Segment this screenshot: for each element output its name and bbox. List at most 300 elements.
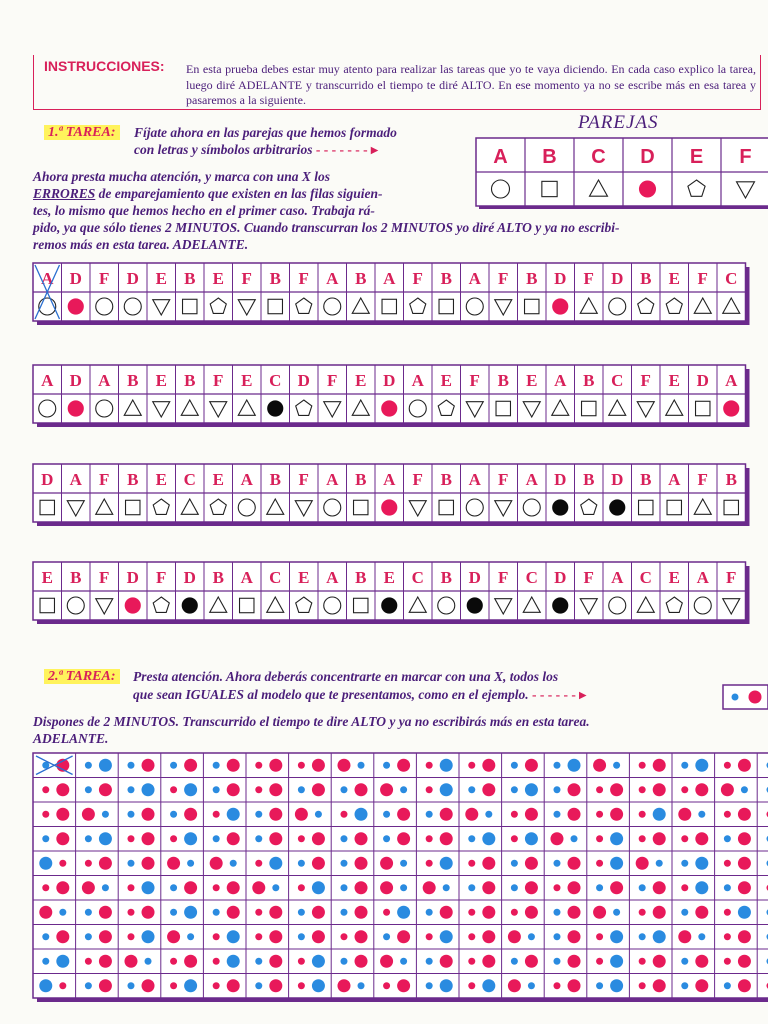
grid-dot-left xyxy=(383,933,390,940)
pair-letter: D xyxy=(640,146,655,168)
grid-dot-right xyxy=(610,832,623,845)
row-letter: F xyxy=(298,470,309,489)
row-letter: B xyxy=(497,371,509,390)
grid-dot-right xyxy=(738,930,751,943)
row-letter: D xyxy=(468,568,481,587)
instructions-label: INSTRUCCIONES: xyxy=(44,58,165,74)
grid-dot-right xyxy=(568,808,581,821)
grid-dot-right xyxy=(695,857,708,870)
grid-dot-right xyxy=(187,860,194,867)
grid-dot-right xyxy=(269,759,282,772)
grid-dot-right xyxy=(59,909,66,916)
grid-dot-left xyxy=(340,811,347,818)
grid-dot-right xyxy=(355,906,368,919)
grid-dot-left xyxy=(340,835,347,842)
grid-dot-left xyxy=(340,909,347,916)
row-letter: A xyxy=(611,568,624,587)
red-dot-symbol xyxy=(552,298,568,314)
grid-dot-right xyxy=(482,832,495,845)
grid-dot-left xyxy=(468,933,475,940)
grid-dot-right xyxy=(227,930,240,943)
row-letter: E xyxy=(155,269,167,288)
task2-line3: Dispones de 2 MINUTOS. Transcurrido el tiempo te dire ALTO y ya no escribirás más en esta tarea. xyxy=(33,714,590,729)
grid-dot-left xyxy=(508,930,521,943)
grid-dot-left xyxy=(511,835,518,842)
grid-dot-left xyxy=(724,884,731,891)
grid-dot-right xyxy=(695,906,708,919)
grid-dot-left xyxy=(127,835,134,842)
grid-dot-right xyxy=(482,930,495,943)
grid-dot-right xyxy=(653,881,666,894)
grid-dot-right xyxy=(525,808,538,821)
grid-dot-right xyxy=(142,906,155,919)
grid-dot-left xyxy=(639,909,646,916)
row-letter: B xyxy=(583,371,595,390)
grid-dot-right xyxy=(525,857,538,870)
grid-dot-right xyxy=(695,955,708,968)
grid-dot-right xyxy=(355,881,368,894)
row-letter: B xyxy=(184,371,196,390)
row-letter: F xyxy=(640,371,651,390)
grid-dot-left xyxy=(639,933,646,940)
row-letter: F xyxy=(412,470,423,489)
grid-dot-left xyxy=(39,857,52,870)
grid-dot-left xyxy=(380,881,393,894)
instructions-text: En esta prueba debes estar muy atento para realizar las tareas que yo te vaya diciendo. En cada caso explico la tarea, luego diré ADELANTE y transcurrido el tiempo te diré ALTO. En ese momento ya no se escribe más en esa tarea y pasaremos a la siguiente. xyxy=(186,62,756,107)
grid-dot-right xyxy=(613,762,620,769)
grid-dot-left xyxy=(213,762,220,769)
grid-dot-left xyxy=(255,835,262,842)
grid-dot-right xyxy=(312,930,325,943)
grid-dot-right xyxy=(482,906,495,919)
grid-dot-right xyxy=(355,808,368,821)
row-letter: E xyxy=(155,470,167,489)
grid-dot-right xyxy=(653,979,666,992)
row-letter: A xyxy=(468,470,481,489)
row-letter: F xyxy=(583,568,594,587)
task1-row xyxy=(33,365,750,427)
grid-dot-right xyxy=(102,811,109,818)
grid-dot-left xyxy=(468,958,475,965)
pairs-table xyxy=(476,138,768,209)
pair-letter: F xyxy=(739,146,752,168)
row-letter: E xyxy=(668,269,680,288)
task2-line1: Presta atención. Ahora deberás concentrarte en marcar con una X, todos los xyxy=(133,669,559,684)
row-letter: F xyxy=(213,371,224,390)
grid-dot-left xyxy=(85,860,92,867)
row-letter: D xyxy=(41,470,54,489)
grid-dot-left xyxy=(255,762,262,769)
grid-dot-right xyxy=(312,832,325,845)
grid-dot-left xyxy=(593,759,606,772)
grid-dot-left xyxy=(167,930,180,943)
grid-dot-left xyxy=(426,762,433,769)
row-letter: E xyxy=(440,371,452,390)
grid-dot-left xyxy=(383,835,390,842)
grid-dot-left xyxy=(426,982,433,989)
black-dot-symbol xyxy=(381,597,397,613)
grid-dot-left xyxy=(383,982,390,989)
grid-dot-left xyxy=(426,909,433,916)
grid-dot-right xyxy=(99,906,112,919)
grid-dot-left xyxy=(255,811,262,818)
grid-dot-left xyxy=(553,909,560,916)
grid-dot-left xyxy=(340,786,347,793)
grid-dot-right xyxy=(397,906,410,919)
grid-dot-right xyxy=(184,783,197,796)
grid-dot-right xyxy=(568,979,581,992)
grid-dot-left xyxy=(340,958,347,965)
grid-dot-left xyxy=(724,860,731,867)
grid-dot-left xyxy=(170,958,177,965)
grid-dot-left xyxy=(127,982,134,989)
grid-dot-right xyxy=(653,955,666,968)
grid-dot-left xyxy=(380,955,393,968)
black-dot-symbol xyxy=(552,499,568,515)
red-dot-symbol xyxy=(381,400,397,416)
grid-dot-right xyxy=(227,955,240,968)
grid-dot-right xyxy=(613,909,620,916)
grid-dot-right xyxy=(610,783,623,796)
grid-dot-right xyxy=(59,860,66,867)
grid-dot-right xyxy=(272,884,279,891)
grid-dot-left xyxy=(724,958,731,965)
black-dot-symbol xyxy=(609,499,625,515)
grid-dot-left xyxy=(553,860,560,867)
grid-dot-right xyxy=(698,933,705,940)
row-letter: A xyxy=(554,371,567,390)
grid-dot-left xyxy=(553,982,560,989)
grid-dot-left xyxy=(468,982,475,989)
grid-dot-right xyxy=(568,955,581,968)
grid-dot-right xyxy=(99,955,112,968)
row-letter: F xyxy=(298,269,309,288)
grid-dot-left xyxy=(636,857,649,870)
row-letter: A xyxy=(326,269,339,288)
task1-body-line4: pido, ya que sólo tienes 2 MINUTOS. Cuando transcurran los 2 MINUTOS yo diré ALTO y ya no escribi- xyxy=(33,220,620,235)
row-letter: B xyxy=(355,470,367,489)
grid-dot-left xyxy=(85,982,92,989)
grid-dot-right xyxy=(56,930,69,943)
row-letter: C xyxy=(411,568,424,587)
grid-dot-right xyxy=(142,759,155,772)
grid-dot-right xyxy=(525,881,538,894)
task2-grid xyxy=(33,753,768,1002)
grid-dot-left xyxy=(298,835,305,842)
row-letter: E xyxy=(355,371,367,390)
grid-dot-left xyxy=(511,786,518,793)
row-letter: A xyxy=(41,371,54,390)
grid-dot-right xyxy=(571,835,578,842)
grid-dot-left xyxy=(167,857,180,870)
grid-dot-left xyxy=(170,811,177,818)
grid-dot-left xyxy=(511,884,518,891)
row-letter: C xyxy=(269,371,282,390)
grid-dot-left xyxy=(255,909,262,916)
grid-dot-left xyxy=(596,811,603,818)
grid-dot-right xyxy=(440,857,453,870)
grid-dot-left xyxy=(42,933,49,940)
row-letter: D xyxy=(69,269,82,288)
row-letter: B xyxy=(269,470,281,489)
red-dot-symbol xyxy=(639,180,656,197)
grid-dot-left xyxy=(426,835,433,842)
grid-dot-right xyxy=(142,832,155,845)
grid-dot-right xyxy=(482,979,495,992)
row-letter: B xyxy=(640,470,652,489)
grid-dot-left xyxy=(298,909,305,916)
grid-dot-right xyxy=(230,860,237,867)
grid-dot-right xyxy=(738,906,751,919)
grid-dot-right xyxy=(358,762,365,769)
grid-dot-right xyxy=(443,884,450,891)
grid-dot-right xyxy=(99,759,112,772)
grid-dot-right xyxy=(610,808,623,821)
row-letter: A xyxy=(41,269,54,288)
row-letter: D xyxy=(611,269,624,288)
grid-dot-right xyxy=(610,930,623,943)
red-dot-symbol xyxy=(723,400,739,416)
grid-dot-right xyxy=(397,930,410,943)
grid-dot-right xyxy=(355,955,368,968)
grid-dot-left xyxy=(426,811,433,818)
row-letter: E xyxy=(668,568,680,587)
grid-dot-right xyxy=(102,884,109,891)
grid-dot-left xyxy=(210,857,223,870)
row-letter: F xyxy=(99,470,110,489)
grid-dot-left xyxy=(423,881,436,894)
row-letter: A xyxy=(240,470,253,489)
row-letter: D xyxy=(383,371,396,390)
grid-dot-left xyxy=(42,811,49,818)
row-letter: E xyxy=(155,371,167,390)
black-dot-symbol xyxy=(552,597,568,613)
row-letter: E xyxy=(212,269,224,288)
grid-dot-left xyxy=(681,786,688,793)
grid-dot-right xyxy=(568,783,581,796)
row-letter: F xyxy=(726,568,737,587)
grid-dot-left xyxy=(593,906,606,919)
grid-dot-left xyxy=(681,860,688,867)
grid-dot-right xyxy=(653,783,666,796)
grid-dot-left xyxy=(678,808,691,821)
grid-dot-right xyxy=(568,857,581,870)
grid-dot-right xyxy=(482,881,495,894)
row-letter: A xyxy=(240,568,253,587)
row-letter: E xyxy=(383,568,395,587)
row-letter: F xyxy=(583,269,594,288)
row-letter: A xyxy=(326,568,339,587)
grid-dot-left xyxy=(511,762,518,769)
grid-dot-left xyxy=(681,835,688,842)
grid-dot-left xyxy=(724,982,731,989)
grid-dot-right xyxy=(142,857,155,870)
row-letter: E xyxy=(241,371,253,390)
grid-dot-right xyxy=(695,881,708,894)
grid-dot-right xyxy=(400,884,407,891)
grid-dot-right xyxy=(738,979,751,992)
grid-dot-left xyxy=(213,835,220,842)
errores-word: ERRORES xyxy=(33,186,96,201)
grid-dot-left xyxy=(298,884,305,891)
grid-dot-right xyxy=(610,979,623,992)
row-letter: F xyxy=(412,269,423,288)
grid-dot-left xyxy=(639,786,646,793)
task1-row xyxy=(33,562,750,624)
grid-dot-left xyxy=(553,933,560,940)
grid-dot-left xyxy=(426,860,433,867)
row-letter: B xyxy=(70,568,82,587)
grid-dot-left xyxy=(468,909,475,916)
grid-dot-left xyxy=(170,982,177,989)
grid-dot-right xyxy=(312,759,325,772)
grid-dot-right xyxy=(440,979,453,992)
pair-letter: B xyxy=(542,146,557,168)
grid-dot-right xyxy=(653,930,666,943)
grid-dot-left xyxy=(724,762,731,769)
grid-dot-left xyxy=(255,933,262,940)
row-letter: B xyxy=(440,470,452,489)
grid-dot-left xyxy=(426,958,433,965)
grid-dot-right xyxy=(568,759,581,772)
grid-dot-left xyxy=(298,786,305,793)
grid-dot-right xyxy=(568,930,581,943)
grid-dot-right xyxy=(358,982,365,989)
row-letter: A xyxy=(725,371,738,390)
row-letter: B xyxy=(440,269,452,288)
grid-dot-right xyxy=(227,881,240,894)
grid-dot-right xyxy=(695,783,708,796)
grid-dot-left xyxy=(42,884,49,891)
grid-dot-right xyxy=(528,982,535,989)
black-dot-symbol xyxy=(267,400,283,416)
grid-dot-right xyxy=(738,955,751,968)
row-letter: B xyxy=(526,269,538,288)
task2-line4: ADELANTE. xyxy=(33,731,109,746)
grid-dot-left xyxy=(170,884,177,891)
row-letter: A xyxy=(468,269,481,288)
grid-dot-left xyxy=(550,832,563,845)
pair-letter: A xyxy=(493,146,508,168)
row-letter: B xyxy=(269,269,281,288)
grid-dot-right xyxy=(142,783,155,796)
row-letter: B xyxy=(725,470,737,489)
grid-dot-right xyxy=(482,759,495,772)
pair-letter: E xyxy=(689,146,704,168)
grid-dot-left xyxy=(596,860,603,867)
grid-dot-left xyxy=(127,933,134,940)
grid-dot-left xyxy=(468,835,475,842)
grid-dot-right xyxy=(610,881,623,894)
grid-dot-left xyxy=(39,906,52,919)
row-letter: D xyxy=(611,470,624,489)
row-letter: F xyxy=(697,269,708,288)
grid-dot-left xyxy=(724,811,731,818)
grid-dot-right xyxy=(56,881,69,894)
task1-intro-line2: con letras y símbolos arbitrarios - - - - - - - ▸ xyxy=(134,142,378,157)
grid-dot-right xyxy=(99,832,112,845)
grid-dot-right xyxy=(269,857,282,870)
grid-dot-left xyxy=(337,979,350,992)
grid-dot-right xyxy=(656,860,663,867)
grid-dot-right xyxy=(184,808,197,821)
grid-dot-right xyxy=(142,881,155,894)
model-small-blue-dot xyxy=(732,694,739,701)
grid-dot-left xyxy=(553,884,560,891)
grid-dot-right xyxy=(482,857,495,870)
grid-dot-left xyxy=(42,835,49,842)
grid-dot-right xyxy=(142,979,155,992)
grid-dot-right xyxy=(440,955,453,968)
row-letter: D xyxy=(126,269,139,288)
grid-dot-left xyxy=(639,884,646,891)
grid-dot-right xyxy=(568,881,581,894)
grid-dot-left xyxy=(213,909,220,916)
row-letter: F xyxy=(99,568,110,587)
grid-dot-left xyxy=(170,909,177,916)
red-dot-symbol xyxy=(381,499,397,515)
grid-dot-right xyxy=(485,811,492,818)
grid-dot-left xyxy=(255,786,262,793)
grid-dot-left xyxy=(340,933,347,940)
grid-dot-right xyxy=(227,759,240,772)
grid-dot-left xyxy=(213,982,220,989)
grid-dot-right xyxy=(227,808,240,821)
grid-dot-left xyxy=(681,958,688,965)
grid-dot-right xyxy=(695,832,708,845)
row-letter: C xyxy=(725,269,738,288)
grid-dot-right xyxy=(269,783,282,796)
grid-dot-left xyxy=(298,762,305,769)
grid-dot-right xyxy=(738,881,751,894)
grid-dot-left xyxy=(85,909,92,916)
grid-dot-right xyxy=(653,906,666,919)
grid-dot-left xyxy=(596,933,603,940)
grid-dot-right xyxy=(355,783,368,796)
grid-dot-right xyxy=(99,930,112,943)
grid-dot-left xyxy=(252,881,265,894)
row-letter: C xyxy=(269,568,282,587)
pairs-title: PAREJAS xyxy=(578,112,659,133)
grid-dot-right xyxy=(269,808,282,821)
row-letter: B xyxy=(640,269,652,288)
grid-dot-left xyxy=(42,786,49,793)
grid-dot-left xyxy=(295,808,308,821)
row-letter: B xyxy=(355,269,367,288)
row-letter: A xyxy=(69,470,82,489)
grid-dot-right xyxy=(525,759,538,772)
grid-dot-left xyxy=(681,762,688,769)
grid-dot-right xyxy=(610,955,623,968)
grid-dot-right xyxy=(187,933,194,940)
row-letter: D xyxy=(696,371,709,390)
row-letter: B xyxy=(127,470,139,489)
row-letter: E xyxy=(298,568,310,587)
grid-dot-right xyxy=(482,783,495,796)
grid-dot-left xyxy=(639,982,646,989)
grid-dot-right xyxy=(440,783,453,796)
grid-dot-left xyxy=(596,982,603,989)
row-letter: A xyxy=(668,470,681,489)
grid-dot-right xyxy=(355,930,368,943)
task1-row xyxy=(33,464,750,526)
grid-dot-left xyxy=(82,881,95,894)
grid-dot-right xyxy=(184,881,197,894)
row-letter: F xyxy=(327,371,338,390)
grid-dot-right xyxy=(227,783,240,796)
grid-dot-left xyxy=(340,860,347,867)
grid-dot-right xyxy=(59,982,66,989)
